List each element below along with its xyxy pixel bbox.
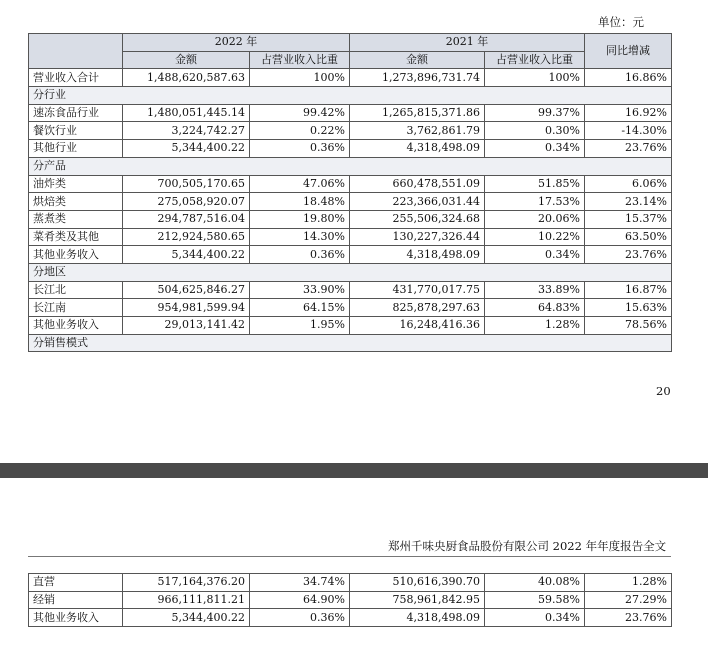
ratio-2021: 0.34% xyxy=(485,140,585,158)
ratio-2022: 1.95% xyxy=(250,317,350,335)
ratio-2021: 10.22% xyxy=(485,228,585,246)
section-title: 分地区 xyxy=(29,263,672,281)
header-2022: 2022 年 xyxy=(123,34,350,52)
amount-2022: 1,488,620,587.63 xyxy=(123,69,250,87)
amount-2022: 275,058,920.07 xyxy=(123,193,250,211)
table-row xyxy=(29,104,672,122)
amount-2022: 700,505,170.65 xyxy=(123,175,250,193)
amount-2022: 212,924,580.65 xyxy=(123,228,250,246)
ratio-2022: 0.36% xyxy=(250,140,350,158)
amount-2022: 954,981,599.94 xyxy=(123,299,250,317)
ratio-2021: 99.37% xyxy=(485,104,585,122)
page-break-divider xyxy=(0,463,708,478)
ratio-2021: 20.06% xyxy=(485,210,585,228)
header-rule xyxy=(28,556,671,557)
revenue-composition-table xyxy=(28,33,672,352)
amount-2022: 504,625,846.27 xyxy=(123,281,250,299)
table-row xyxy=(29,299,672,317)
yoy-change: 1.28% xyxy=(585,574,672,592)
amount-2021: 223,366,031.44 xyxy=(350,193,485,211)
amount-2022: 5,344,400.22 xyxy=(123,246,250,264)
ratio-2022: 64.90% xyxy=(250,591,350,609)
ratio-2021: 40.08% xyxy=(485,574,585,592)
yoy-change: 23.76% xyxy=(585,246,672,264)
amount-2022: 294,787,516.04 xyxy=(123,210,250,228)
sales-mode-table xyxy=(28,573,672,627)
ratio-2021: 0.30% xyxy=(485,122,585,140)
ratio-2022: 18.48% xyxy=(250,193,350,211)
yoy-change: 15.37% xyxy=(585,210,672,228)
amount-2021: 660,478,551.09 xyxy=(350,175,485,193)
amount-2021: 1,265,815,371.86 xyxy=(350,104,485,122)
row-label: 油炸类 xyxy=(29,175,123,193)
amount-2022: 517,164,376.20 xyxy=(123,574,250,592)
row-label: 烘焙类 xyxy=(29,193,123,211)
ratio-2021: 64.83% xyxy=(485,299,585,317)
header-amount-2022: 金额 xyxy=(123,51,250,69)
header-yoy: 同比增减 xyxy=(585,34,672,69)
ratio-2022: 47.06% xyxy=(250,175,350,193)
amount-2021: 4,318,498.09 xyxy=(350,609,485,627)
total-row xyxy=(29,69,672,87)
yoy-change: 27.29% xyxy=(585,591,672,609)
ratio-2021: 100% xyxy=(485,69,585,87)
header-amount-2021: 金额 xyxy=(350,51,485,69)
ratio-2022: 14.30% xyxy=(250,228,350,246)
ratio-2021: 1.28% xyxy=(485,317,585,335)
yoy-change: 23.76% xyxy=(585,140,672,158)
header-2021: 2021 年 xyxy=(350,34,585,52)
section-title: 分行业 xyxy=(29,87,672,105)
amount-2021: 130,227,326.44 xyxy=(350,228,485,246)
section-industry xyxy=(29,87,672,158)
amount-2021: 825,878,297.63 xyxy=(350,299,485,317)
yoy-change: 15.63% xyxy=(585,299,672,317)
table-row xyxy=(29,246,672,264)
yoy-change: 23.14% xyxy=(585,193,672,211)
ratio-2022: 33.90% xyxy=(250,281,350,299)
ratio-2022: 64.15% xyxy=(250,299,350,317)
table-row xyxy=(29,228,672,246)
header-blank-cell xyxy=(29,34,123,69)
row-label: 其他业务收入 xyxy=(29,317,123,335)
ratio-2021: 17.53% xyxy=(485,193,585,211)
section-sales-mode xyxy=(29,334,672,352)
yoy-change: 78.56% xyxy=(585,317,672,335)
ratio-2022: 0.36% xyxy=(250,609,350,627)
amount-2021: 1,273,896,731.74 xyxy=(350,69,485,87)
row-label: 长江南 xyxy=(29,299,123,317)
ratio-2021: 33.89% xyxy=(485,281,585,299)
row-label: 经销 xyxy=(29,591,123,609)
section-title: 分产品 xyxy=(29,157,672,175)
amount-2022: 1,480,051,445.14 xyxy=(123,104,250,122)
yoy-change: 16.87% xyxy=(585,281,672,299)
amount-2021: 255,506,324.68 xyxy=(350,210,485,228)
row-label: 菜肴类及其他 xyxy=(29,228,123,246)
header-ratio-2021: 占营业收入比重 xyxy=(485,51,585,69)
amount-2022: 966,111,811.21 xyxy=(123,591,250,609)
amount-2021: 4,318,498.09 xyxy=(350,246,485,264)
yoy-change: 16.86% xyxy=(585,69,672,87)
table-row xyxy=(29,574,672,592)
row-label: 其他业务收入 xyxy=(29,609,123,627)
amount-2022: 3,224,742.27 xyxy=(123,122,250,140)
amount-2021: 16,248,416.36 xyxy=(350,317,485,335)
yoy-change: -14.30% xyxy=(585,122,672,140)
section-title: 分销售模式 xyxy=(29,334,672,352)
amount-2021: 4,318,498.09 xyxy=(350,140,485,158)
table-row xyxy=(29,317,672,335)
row-label: 长江北 xyxy=(29,281,123,299)
ratio-2021: 0.34% xyxy=(485,246,585,264)
page-number: 20 xyxy=(656,384,671,398)
yoy-change: 23.76% xyxy=(585,609,672,627)
unit-label: 单位：元 xyxy=(598,15,644,29)
table-row xyxy=(29,591,672,609)
row-label: 其他业务收入 xyxy=(29,246,123,264)
ratio-2021: 59.58% xyxy=(485,591,585,609)
company-footer: 郑州千味央厨食品股份有限公司 2022 年年度报告全文 xyxy=(388,539,667,553)
ratio-2022: 34.74% xyxy=(250,574,350,592)
table-row xyxy=(29,140,672,158)
section-region xyxy=(29,263,672,334)
ratio-2021: 0.34% xyxy=(485,609,585,627)
header-ratio-2022: 占营业收入比重 xyxy=(250,51,350,69)
row-label: 营业收入合计 xyxy=(29,69,123,87)
table-row xyxy=(29,210,672,228)
table-row xyxy=(29,122,672,140)
amount-2021: 510,616,390.70 xyxy=(350,574,485,592)
ratio-2022: 0.22% xyxy=(250,122,350,140)
amount-2021: 758,961,842.95 xyxy=(350,591,485,609)
yoy-change: 16.92% xyxy=(585,104,672,122)
row-label: 其他行业 xyxy=(29,140,123,158)
table-row xyxy=(29,175,672,193)
ratio-2022: 100% xyxy=(250,69,350,87)
amount-2021: 431,770,017.75 xyxy=(350,281,485,299)
amount-2022: 5,344,400.22 xyxy=(123,140,250,158)
amount-2022: 29,013,141.42 xyxy=(123,317,250,335)
table-row xyxy=(29,193,672,211)
section-product xyxy=(29,157,672,263)
row-label: 餐饮行业 xyxy=(29,122,123,140)
ratio-2022: 19.80% xyxy=(250,210,350,228)
amount-2022: 5,344,400.22 xyxy=(123,609,250,627)
header-row-years xyxy=(29,34,672,52)
ratio-2022: 99.42% xyxy=(250,104,350,122)
ratio-2022: 0.36% xyxy=(250,246,350,264)
row-label: 速冻食品行业 xyxy=(29,104,123,122)
row-label: 蒸煮类 xyxy=(29,210,123,228)
yoy-change: 6.06% xyxy=(585,175,672,193)
row-label: 直营 xyxy=(29,574,123,592)
table-row xyxy=(29,281,672,299)
yoy-change: 63.50% xyxy=(585,228,672,246)
amount-2021: 3,762,861.79 xyxy=(350,122,485,140)
header-row-columns xyxy=(29,51,672,69)
ratio-2021: 51.85% xyxy=(485,175,585,193)
table-row xyxy=(29,609,672,627)
